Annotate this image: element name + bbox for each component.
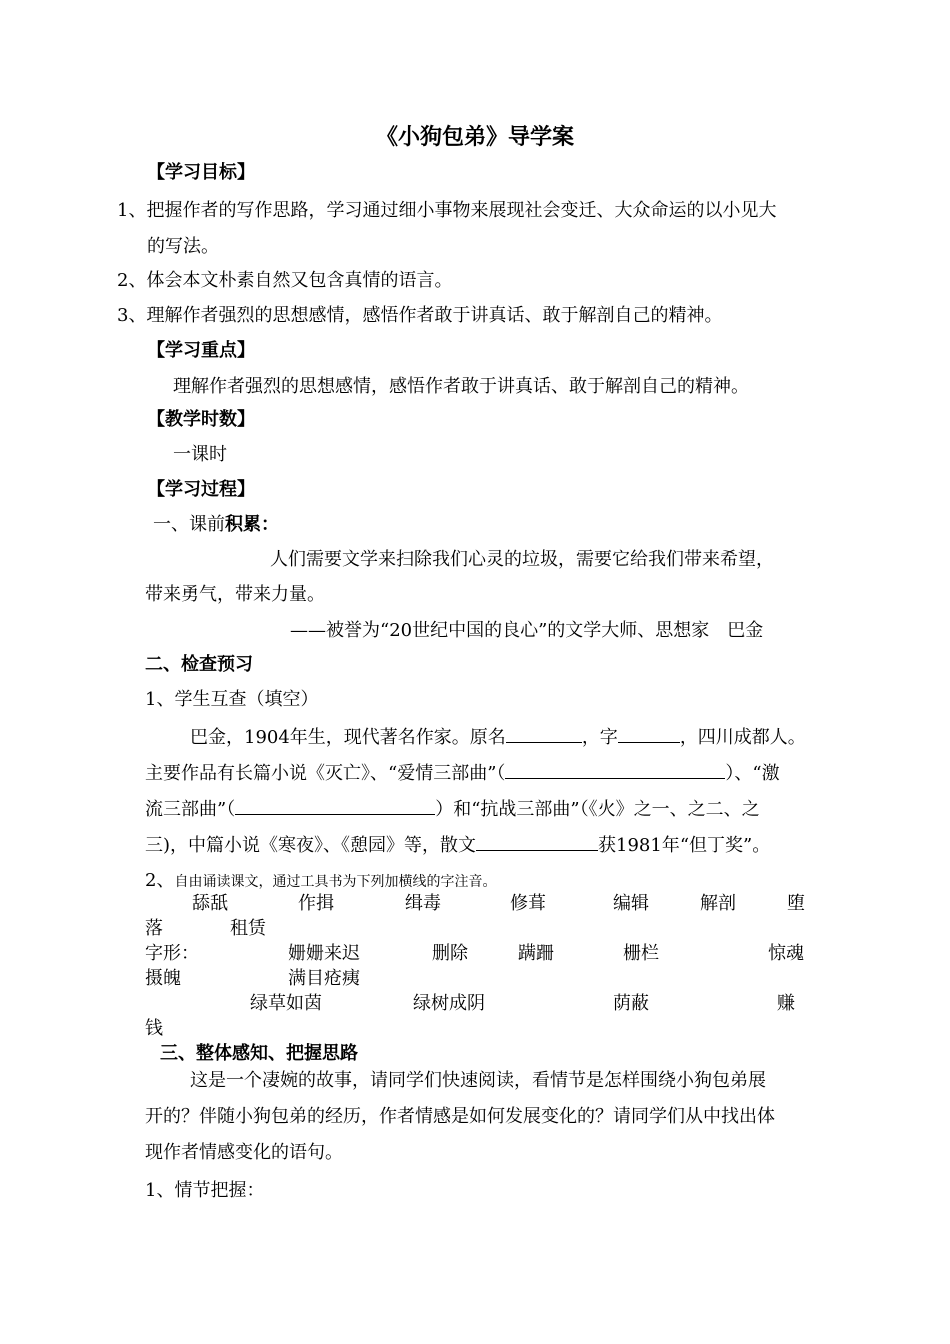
word-row-2-w4: 惊魂 (768, 943, 804, 964)
blank-original-name[interactable] (506, 724, 582, 743)
section-1-bold: 积累： (225, 514, 279, 535)
focus-heading: 【学习重点】 (147, 340, 255, 361)
word-row-2-wrap-1: 满目疮痍 (288, 968, 360, 989)
section-3-para-1: 这是一个凄婉的故事，请同学们快速阅读，看情节是怎样围绕小狗包弟展 (190, 1070, 766, 1091)
section-1-heading (153, 514, 279, 536)
goals-heading: 【学习目标】 (147, 162, 255, 183)
fill-3-text-b: ）和“抗战三部曲”（《火》之一、之二、之 (435, 799, 760, 820)
page-title: 《小狗包弟》导学案 (375, 125, 574, 150)
word-row-3-w0: 绿草如茵 (250, 993, 322, 1014)
word-row-2-w3: 栅栏 (623, 943, 659, 964)
zixing-label: 字形： (145, 943, 199, 964)
fill-line-2 (145, 760, 780, 785)
word-row-2-w2: 蹒跚 (518, 943, 554, 964)
word-row-1-w0: 舔舐 (192, 893, 228, 914)
fill-4-text-a: 三)，中篇小说《寒夜》、《憩园》等，散文 (145, 835, 477, 856)
quote-line-1: 人们需要文学来扫除我们心灵的垃圾，需要它给我们带来希望， (270, 549, 774, 570)
word-row-3-w3: 赚 (777, 993, 795, 1014)
word-row-2-w1: 删除 (432, 943, 468, 964)
fill-4-text-b: 获1981年“但丁奖”。 (598, 835, 771, 856)
section-3-para-3: 现作者情感变化的语句。 (145, 1142, 343, 1163)
fill-3-text-a: 流三部曲”（ (145, 799, 236, 820)
fill-2-text-a: 主要作品有长篇小说《灭亡》、“爱情三部曲”（ (145, 763, 506, 784)
process-heading: 【学习过程】 (147, 479, 255, 500)
fill-2-text-b: ）、“激 (725, 763, 780, 784)
section-2-heading: 二、检查预习 (145, 654, 253, 675)
item-2-instruction: 自由诵读课文，通过工具书为下列加横线的字注音。 (174, 874, 497, 890)
section-3-para-2: 开的？伴随小狗包弟的经历，作者情感是如何发展变化的？请同学们从中找出体 (145, 1106, 775, 1127)
word-row-3-w2: 荫蔽 (613, 993, 649, 1014)
hours-text: 一课时 (173, 444, 227, 465)
word-row-1-w6: 堕 (787, 893, 805, 914)
quote-line-2: 带来勇气，带来力量。 (145, 584, 325, 605)
word-row-2-wrap-0: 摄魄 (145, 968, 181, 989)
word-row-1-w1: 作揖 (298, 893, 334, 914)
fill-1-text-c: ，四川成都人。 (679, 727, 806, 748)
fill-line-3 (145, 796, 760, 821)
fill-line-4 (145, 832, 770, 857)
fill-1-text-b: ，字 (581, 727, 618, 748)
section-3-heading: 三、整体感知、把握思路 (160, 1043, 358, 1064)
word-row-3-wrap: 钱 (145, 1018, 163, 1039)
goal-2: 2、体会本文朴素自然又包含真情的语言。 (117, 270, 453, 291)
word-row-1-w4: 编辑 (613, 893, 649, 914)
blank-torrent-trilogy[interactable] (235, 796, 435, 815)
focus-text: 理解作者强烈的思想感情，感悟作者敢于讲真话、敢于解剖自己的精神。 (173, 376, 749, 397)
item-2-number: 2、 (145, 870, 175, 891)
fill-1-text-a: 巴金，1904年生，现代著名作家。原名 (190, 727, 506, 748)
blank-courtesy-name[interactable] (618, 724, 680, 743)
goal-1-line-1: 1、把握作者的写作思路，学习通过细小事物来展现社会变迁、大众命运的以小见大 (117, 200, 777, 221)
word-row-1-wrap-0: 落 (145, 918, 163, 939)
section-2-item-2 (145, 870, 496, 893)
word-row-1-w5: 解剖 (700, 893, 736, 914)
goal-1-line-2: 的写法。 (147, 236, 219, 257)
word-row-1-w2: 缉毒 (405, 893, 441, 914)
word-row-1-wrap-1: 租赁 (230, 918, 266, 939)
goal-3: 3、理解作者强烈的思想感情，感悟作者敢于讲真话、敢于解剖自己的精神。 (117, 305, 723, 326)
hours-heading: 【教学时数】 (147, 409, 255, 430)
section-3-item-1: 1、情节把握： (145, 1180, 265, 1201)
word-row-3-w1: 绿树成阴 (413, 993, 485, 1014)
quote-source: ——被誉为“20世纪中国的良心”的文学大师、思想家 巴金 (290, 620, 764, 641)
word-row-2-w0: 姗姗来迟 (288, 943, 360, 964)
section-2-item-1: 1、学生互查（填空） (145, 689, 319, 710)
blank-prose-work[interactable] (476, 832, 598, 851)
blank-love-trilogy[interactable] (505, 760, 725, 779)
word-row-1-w3: 修葺 (510, 893, 546, 914)
section-1-prefix: 一、课前 (153, 514, 225, 535)
fill-line-1 (190, 724, 806, 749)
